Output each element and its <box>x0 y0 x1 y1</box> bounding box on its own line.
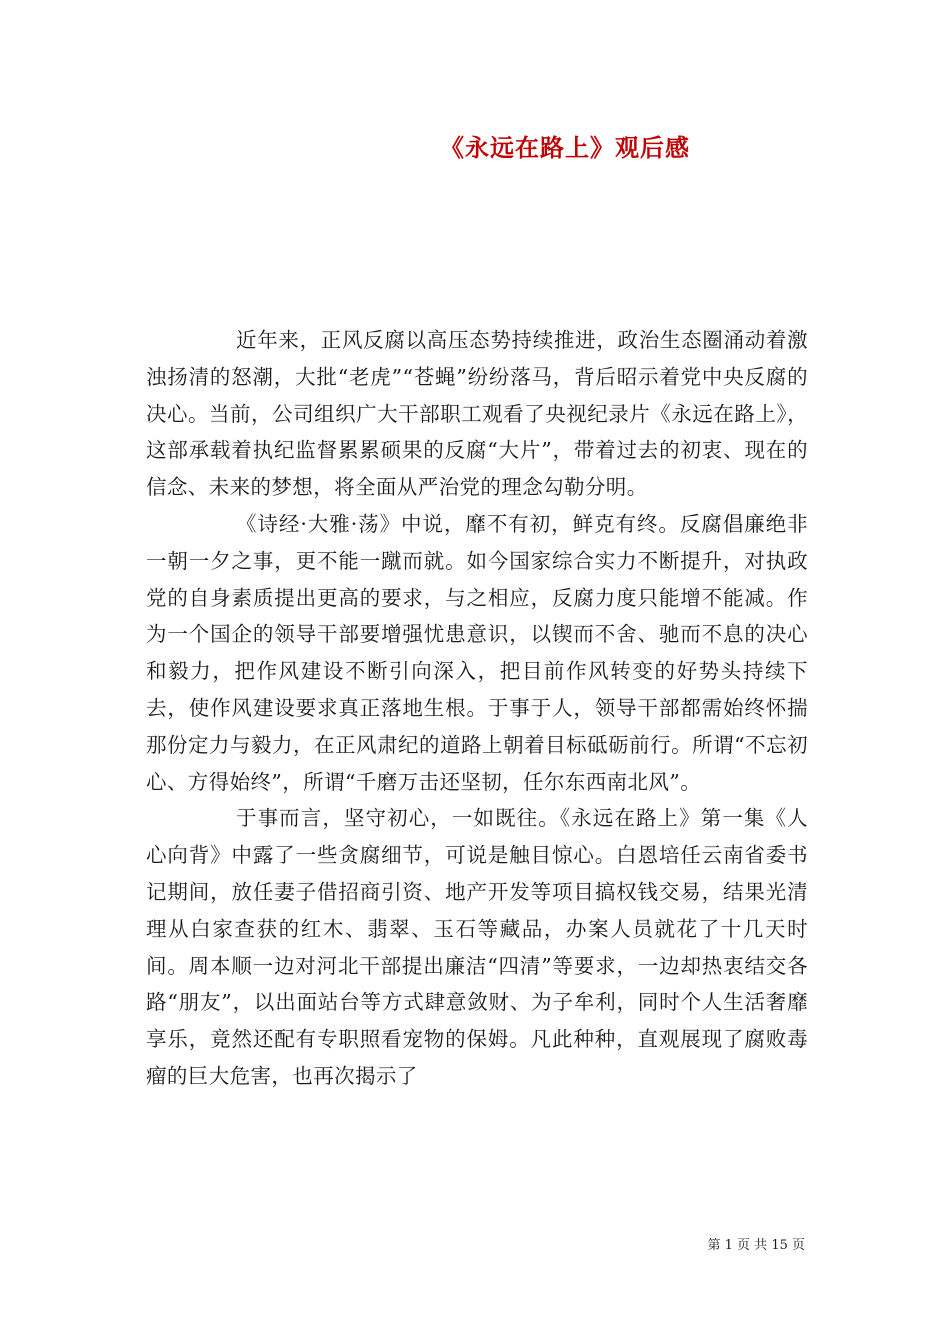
paragraph-2: 《诗经·大雅·荡》中说，靡不有初，鲜克有终。反腐倡廉绝非一朝一夕之事，更不能一蹴而就。如今国家综合实力不断提升，对执政党的自身素质提出更高的要求，与之相应，反腐力度只能增不能减。作为一个国企的领导干部要增强忧患意识，以锲而不舍、驰而不息的决心和毅力，把作风建设不断引向深入，把目前作风转变的好势头持续下去，使作风建设要求真正落地生根。于事于人，领导干部都需始终怀揣那份定力与毅力，在正风肃纪的道路上朝着目标砥砺前行。所谓“不忘初心、方得始终”，所谓“千磨万击还坚韧，任尔东西南北风”。 <box>146 511 808 794</box>
paragraph-1: 近年来，正风反腐以高压态势持续推进，政治生态圈涌动着激浊扬清的怒潮，大批“老虎”“苍蝇”纷纷落马，背后昭示着党中央反腐的决心。当前，公司组织广大干部职工观看了央视纪录片《永远在路上》，这部承载着执纪监督累累硕果的反腐“大片”，带着过去的初衷、现在的信念、未来的梦想，将全面从严治党的理念勾勒分明。 <box>146 328 808 500</box>
paragraph-3: 于事而言，坚守初心，一如既往。《永远在路上》第一集《人心向背》中露了一些贪腐细节，可说是触目惊心。白恩培任云南省委书记期间，放任妻子借招商引资、地产开发等项目搞权钱交易，结果光清理从白家查获的红木、翡翠、玉石等藏品，办案人员就花了十几天时间。周本顺一边对河北干部提出廉洁“四清”等要求，一边却热衷结交各路“朋友”，以出面站台等方式肆意敛财、为子牟利，同时个人生活奢靡享乐，竟然还配有专职照看宠物的保姆。凡此种种，直观展现了腐败毒瘤的巨大危害，也再次揭示了 <box>146 806 808 1088</box>
document-title <box>0 128 950 163</box>
document-body <box>146 322 808 1095</box>
page-number: 第 1 页 共 15 页 <box>707 1238 805 1253</box>
document-title-text: 《永远在路上》观后感 <box>440 133 690 162</box>
